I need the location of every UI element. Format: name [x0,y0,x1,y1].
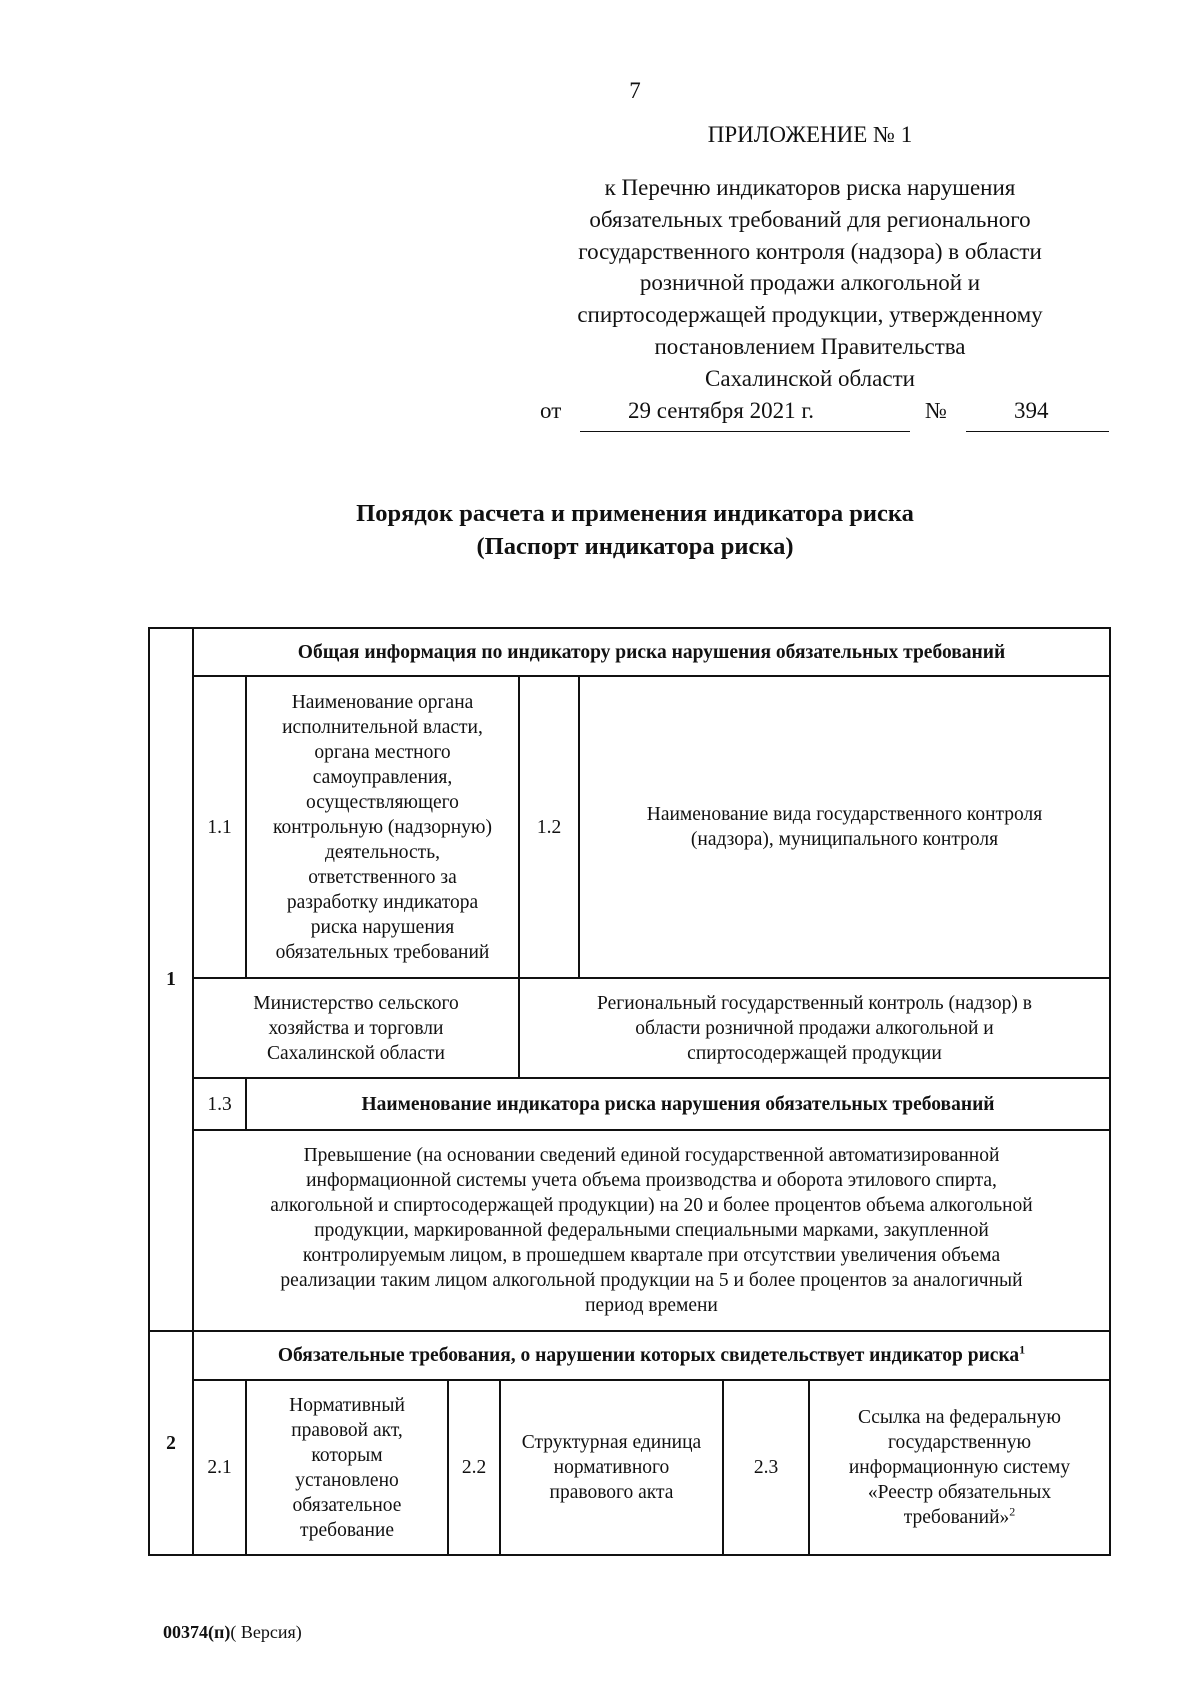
appendix-line: спиртосодержащей продукции, утвержденному [577,302,1043,328]
label-line: которым [311,1444,383,1466]
label-line: разработку индикатора [286,891,479,913]
value-line: Сахалинской области [267,1042,445,1064]
date-underline [580,431,910,432]
label-line: «Реестр обязательных [867,1482,1052,1503]
item-number: 2.1 [207,1457,232,1478]
appendix-line: государственного контроля (надзора) в области [578,238,1042,264]
appendix-line: постановлением Правительства [654,333,966,359]
value-line: Министерство сельского [253,992,459,1014]
indicator-name-label: Наименование индикатора риска нарушения обязательных требований [361,1093,995,1115]
authority-label [247,677,518,977]
number-sign: № [925,398,947,423]
label-line: установлено [295,1469,399,1491]
appendix-line: к Перечню индикаторов риска нарушения [604,175,1016,200]
label-line [849,1505,1070,1530]
section-header [194,1332,1109,1379]
value-line: период времени [585,1295,718,1316]
registry-link-label [810,1381,1109,1554]
value-line: продукции, маркированной федеральными специальными марками, закупленной [314,1220,989,1241]
resolution-date: 29 сентября 2021 г. [628,398,814,423]
value-line: алкогольной и спиртосодержащей продукции) на 20 и более процентов объема алкогольной [270,1195,1033,1216]
section-header: Общая информация по индикатору риска нарушения обязательных требований [297,641,1006,663]
label-line: самоуправления, [312,766,453,788]
section-number: 1 [166,969,176,990]
document-code: 00374(п) [163,1622,231,1642]
label-line: (надзора), муниципального контроля [690,829,999,850]
value-line: Региональный государственный контроль (надзор) в [597,992,1032,1014]
item-number: 1.1 [207,816,232,838]
label-line: нормативного [553,1457,670,1478]
label-line: обязательных требований [275,941,490,963]
authority-value [194,979,518,1077]
date-prefix: от [540,398,562,423]
label-line: обязательное [292,1494,402,1516]
label-line: Нормативный [289,1394,405,1416]
label-line: риска нарушения [310,916,455,938]
appendix-description [505,172,1115,395]
page-number: 7 [629,78,641,103]
label-line: информационную систему [848,1457,1071,1478]
section-number: 2 [166,1432,176,1454]
label-line: деятельность, [325,841,440,863]
document-title [220,497,1050,563]
label-line: Наименование органа [291,691,474,713]
document-version: ( Версия) [230,1622,302,1642]
label-line: исполнительной власти, [282,716,483,738]
label-line: правового акта [549,1482,674,1503]
item-number: 2.3 [753,1457,779,1478]
document-title-line: (Паспорт индикатора риска) [476,533,794,560]
value-line: области розничной продажи алкогольной и [635,1017,994,1039]
value-line: спиртосодержащей продукции [687,1042,942,1064]
value-line: контролируемым лицом, в прошедшем квартале при отсутствии увеличения объема [302,1245,1001,1266]
value-line: хозяйства и торговли [268,1017,444,1039]
label-line: Ссылка на федеральную [858,1407,1061,1428]
footer-code [163,1622,302,1643]
resolution-number: 394 [1014,398,1049,423]
label-text: требований» [903,1507,1010,1528]
appendix-line: розничной продажи алкогольной и [639,270,981,296]
table-border [148,1554,1111,1556]
footnote-ref: 2 [1009,1504,1016,1519]
value-line: информационной системы учета объема производства и оборота этилового спирта, [306,1170,997,1191]
item-number: 1.2 [536,816,562,838]
structural-unit-label [501,1381,722,1554]
label-line: требование [300,1519,394,1541]
footnote-ref: 1 [1019,1342,1026,1357]
document-title-line: Порядок расчета и применения индикатора риска [356,500,914,527]
item-number: 1.3 [207,1093,232,1115]
table-border [1109,627,1111,1556]
appendix-line: обязательных требований для регионального [589,206,1031,232]
control-type-value [520,979,1109,1077]
appendix-line: Сахалинской области [705,365,915,391]
indicator-name-value [194,1131,1109,1330]
value-line: реализации таким лицом алкогольной продукции на 5 и более процентов за аналогичный [280,1270,1023,1291]
control-type-label [580,677,1109,977]
label-line: органа местного [314,741,451,763]
section-header-text: Обязательные требования, о нарушении которых свидетельствует индикатор риска [277,1345,1020,1366]
label-line: правовой акт, [291,1419,403,1441]
value-line: Превышение (на основании сведений единой государственной автоматизированной [303,1145,1000,1166]
label-line: ответственного за [308,866,457,888]
number-underline [966,431,1109,432]
item-number: 2.2 [461,1457,487,1478]
legal-act-label [247,1381,447,1554]
label-line: государственную [887,1432,1032,1453]
label-line: контрольную (надзорную) [272,816,492,838]
label-line: осуществляющего [306,791,459,813]
label-line: Структурная единица [521,1432,702,1453]
label-line: Наименование вида государственного контроля [646,804,1043,825]
appendix-title: ПРИЛОЖЕНИЕ № 1 [707,122,913,147]
